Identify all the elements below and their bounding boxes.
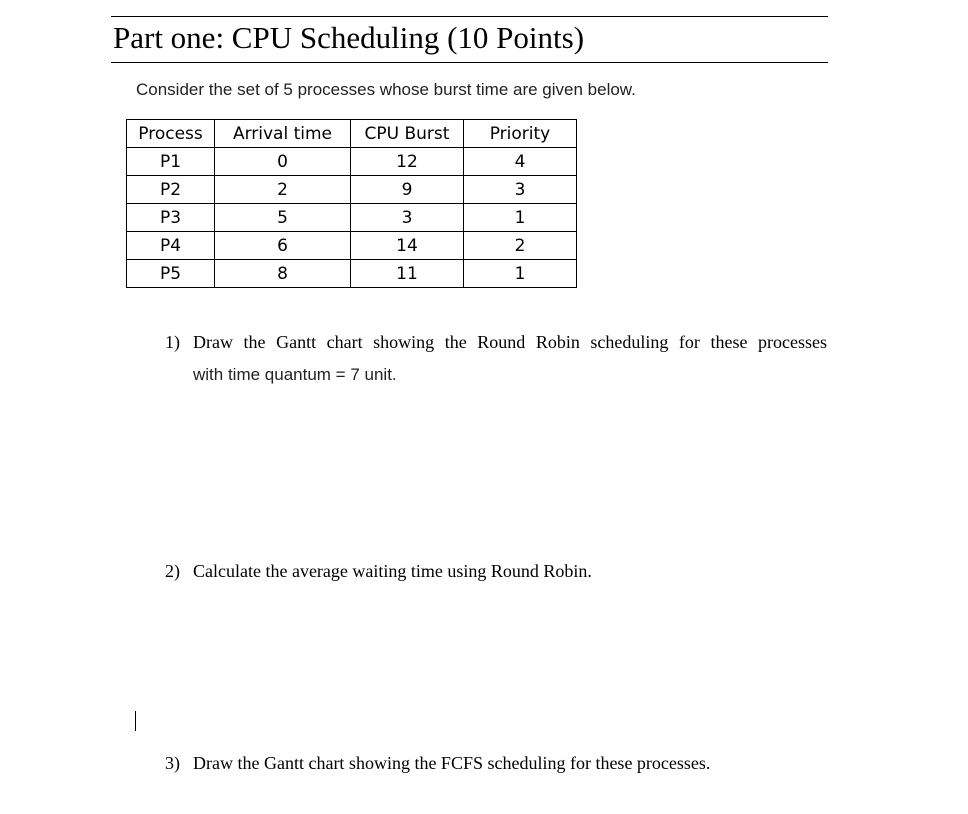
question-number: 1) <box>165 332 180 352</box>
table-cell: P1 <box>127 148 215 176</box>
question-number: 3) <box>165 753 180 773</box>
table-cell: 12 <box>351 148 464 176</box>
table-cell: 5 <box>215 204 351 232</box>
table-row <box>127 176 577 204</box>
bottom-rule <box>111 62 828 63</box>
table-cell: 0 <box>215 148 351 176</box>
table-cell: P3 <box>127 204 215 232</box>
table-cell: 3 <box>351 204 464 232</box>
table-cell: 14 <box>351 232 464 260</box>
question-1-continuation: with time quantum = 7 unit. <box>193 365 397 384</box>
table-cell: 11 <box>351 260 464 288</box>
process-table <box>126 119 577 288</box>
question-text: Draw the Gantt chart showing the FCFS scheduling for these processes. <box>193 753 711 773</box>
column-header: CPU Burst <box>351 120 464 148</box>
text-cursor <box>135 711 136 731</box>
question-number: 2) <box>165 561 180 581</box>
question-text: Draw the Gantt chart showing the Round Robin scheduling for these processes <box>193 332 827 352</box>
table-row <box>127 260 577 288</box>
table-cell: 9 <box>351 176 464 204</box>
column-header: Arrival time <box>215 120 351 148</box>
table-cell: 4 <box>464 148 577 176</box>
table-row <box>127 148 577 176</box>
table-cell: 2 <box>464 232 577 260</box>
table-cell: P4 <box>127 232 215 260</box>
table-cell: 1 <box>464 260 577 288</box>
table-header-row <box>127 120 577 148</box>
table-cell: P5 <box>127 260 215 288</box>
table-cell: 8 <box>215 260 351 288</box>
column-header: Process <box>127 120 215 148</box>
top-rule <box>111 16 828 17</box>
question-text: Calculate the average waiting time using Round Robin. <box>193 561 592 581</box>
table-cell: 3 <box>464 176 577 204</box>
page-title: Part one: CPU Scheduling (10 Points) <box>113 20 585 55</box>
intro-paragraph: Consider the set of 5 processes whose burst time are given below. <box>136 80 636 99</box>
table-row <box>127 204 577 232</box>
table-cell: 2 <box>215 176 351 204</box>
table-cell: 1 <box>464 204 577 232</box>
table-row <box>127 232 577 260</box>
column-header: Priority <box>464 120 577 148</box>
table-cell: 6 <box>215 232 351 260</box>
table-cell: P2 <box>127 176 215 204</box>
